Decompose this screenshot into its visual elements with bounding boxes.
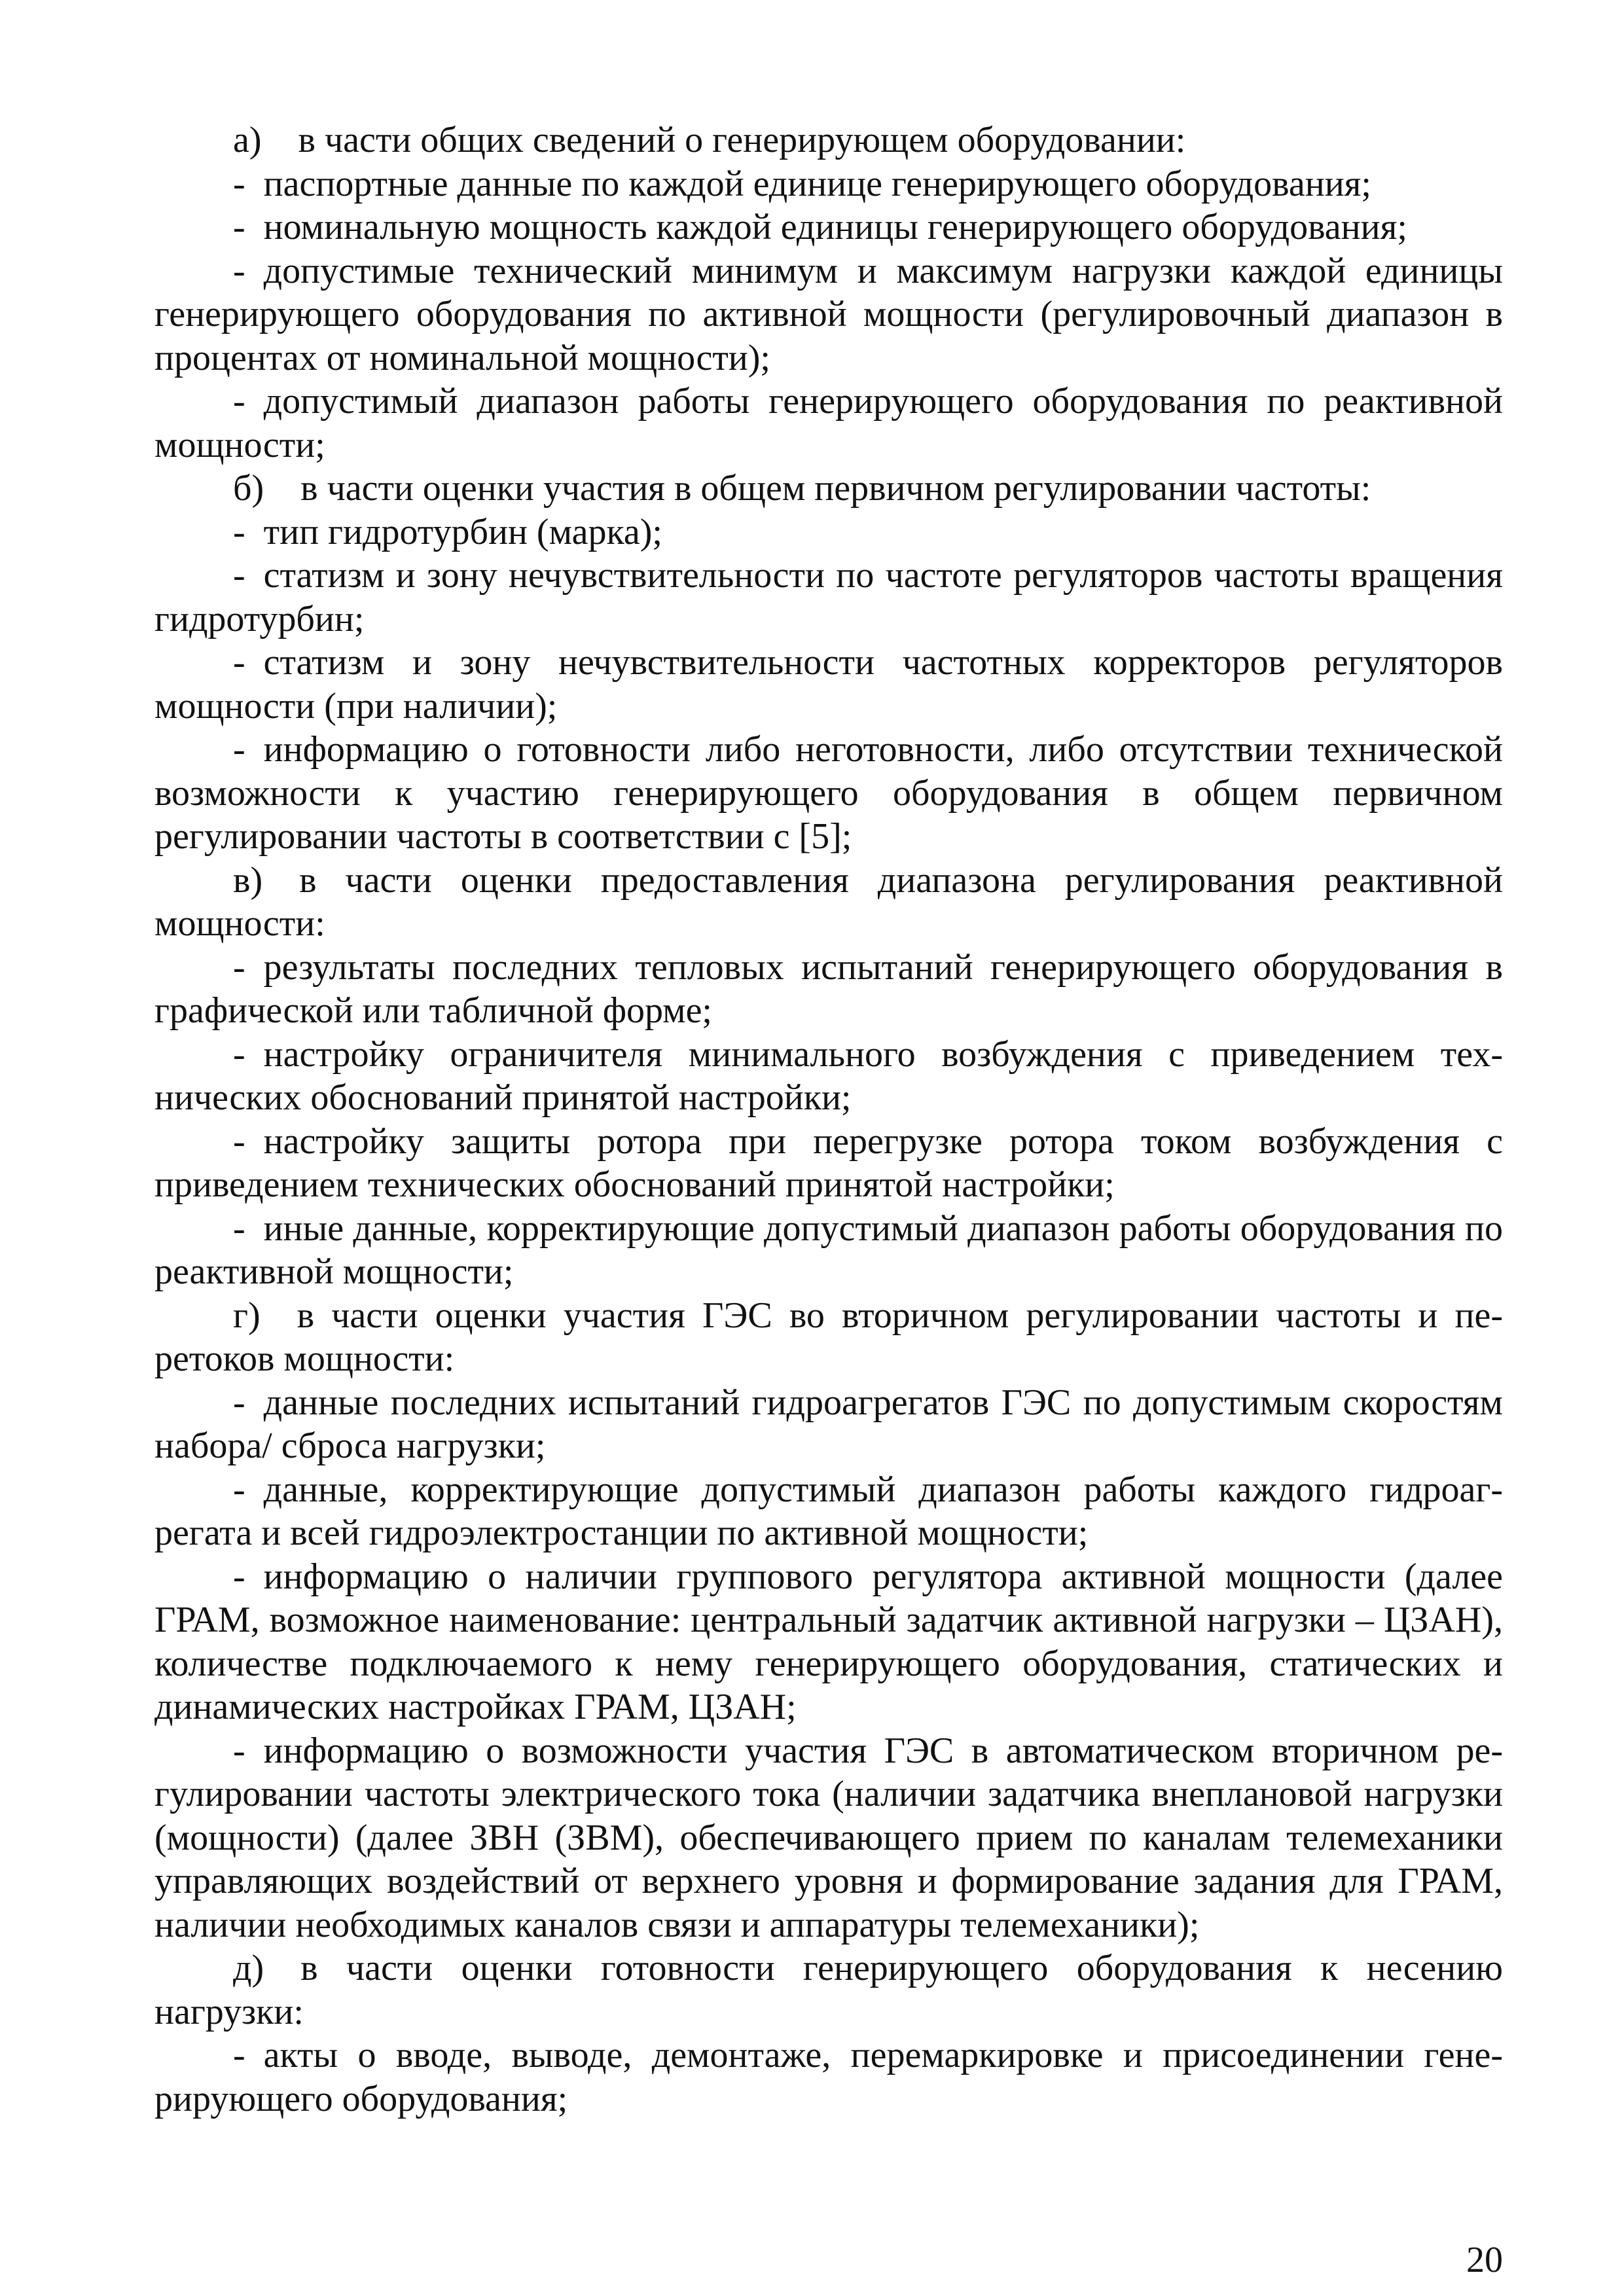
paragraph-b-primary-regulation: б) в части оценки участия в общем первичном регулировании частоты:	[233, 468, 1371, 509]
paragraph-d-load-readiness: д) в части оценки готовности генерирующего оборудования к несению нагрузки:	[154, 1948, 1503, 2032]
list-item-other-reactive-data: - иные данные, корректирующие допустимый диапазон работы оборудования по реактивной мощности;	[154, 1208, 1503, 1292]
list-item-turbine-type: - тип гидротурбин (марка);	[233, 511, 662, 552]
list-item-statism-speed-regulators: - статизм и зону нечувствительности по частоте регуляторов частоты вращения гидротурбин;	[154, 555, 1503, 639]
paragraph-v-reactive-range: в) в части оценки предоставления диапазона регулирования реактивной мощности:	[154, 859, 1503, 944]
list-item-automatic-secondary-regulation: - информацию о возможности участия ГЭС в автоматическом вторичном регулировании частоты электрического тока (наличии задатчика внеплановой нагрузки (мощности) (далее ЗВН (ЗВМ), обеспечивающего прием по каналам телемеханики управляющих воздействий от верхнего уровня и формирование задания для ГРАМ, наличии необходимых каналов связи и аппаратуры телемеханики);	[154, 1730, 1503, 1945]
list-item-active-range-data: - данные, корректирующие допустимый диапазон работы каждого гидроагрегата и всей гидроэлектростанции по активной мощности;	[154, 1469, 1503, 1553]
list-item-passport-data: - паспортные данные по каждой единице генерирующего оборудования;	[233, 163, 1371, 204]
page-number: 20	[1466, 2240, 1503, 2280]
list-item-readiness-info: - информацию о готовности либо неготовности, либо отсутствии технической возможности к участию генерирующего оборудования в общем первичном регулировании частоты в соответствии с [5];	[154, 729, 1503, 857]
paragraph-a-general-info: а) в части общих сведений о генерирующем оборудовании:	[233, 120, 1186, 160]
list-item-min-excitation-limiter: - настройку ограничителя минимального возбуждения с приведением технических обоснований принятой настройки;	[154, 1033, 1503, 1118]
list-item-ramp-rate-tests: - данные последних испытаний гидроагрегатов ГЭС по допустимым скоростям набора/ сброса нагрузки;	[154, 1382, 1503, 1466]
list-item-thermal-tests: - результаты последних тепловых испытаний генерирующего оборудования в графической или табличной форме;	[154, 946, 1503, 1031]
paragraph-g-secondary-regulation: г) в части оценки участия ГЭС во вторичном регулировании частоты и перетоков мощности:	[154, 1295, 1503, 1379]
list-item-gram-info: - информацию о наличии группового регулятора активной мощности (далее ГРАМ, возможное наименование: центральный задатчик активной нагрузки – ЦЗАН), количестве подключаемого к нему генерирующего оборудования, статических и динамических настройках ГРАМ, ЦЗАН;	[154, 1556, 1503, 1727]
list-item-statism-frequency-correctors: - статизм и зону нечувствительности частотных корректоров регуляторов мощности (при наличии);	[154, 642, 1503, 726]
list-item-reactive-range: - допустимый диапазон работы генерирующего оборудования по реактивной мощности;	[154, 381, 1503, 465]
list-item-commissioning-acts: - акты о вводе, выводе, демонтаже, перемаркировке и присоединении генерирующего оборудования;	[154, 2035, 1503, 2119]
list-item-nominal-power: - номинальную мощность каждой единицы генерирующего оборудования;	[233, 207, 1407, 247]
list-item-rotor-protection: - настройку защиты ротора при перегрузке ротора током возбуждения с приведением технических обоснований принятой настройки;	[154, 1121, 1503, 1205]
list-item-tech-min-max: - допустимые технический минимум и максимум нагрузки каждой единицы генерирующего оборудования по активной мощности (регулировочный диапазон в процентах от номинальной мощности);	[154, 250, 1503, 378]
document-body	[154, 118, 1503, 2121]
